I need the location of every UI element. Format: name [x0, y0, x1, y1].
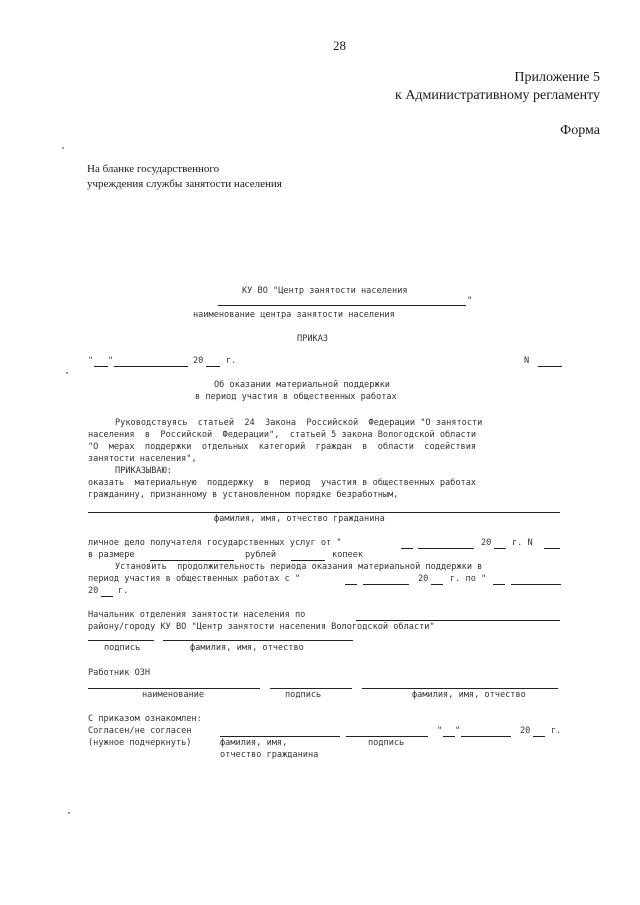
period-start-month-blank [363, 584, 409, 585]
date-day-blank [94, 366, 108, 367]
form-label: Форма [560, 123, 600, 138]
date-year: 20 [193, 356, 204, 366]
ack-year-blank [533, 736, 545, 737]
worker-fio-caption: фамилия, имя, отчество [412, 690, 526, 700]
head-fio-caption: фамилия, имя, отчество [190, 643, 304, 653]
orders-heading: ПРИКАЗЫВАЮ: [115, 466, 172, 476]
scan-speck [68, 812, 70, 814]
body-p3-line-1: Установить продолжительность периода оказания материальной поддержки в [115, 562, 483, 572]
period-end-year-blank [101, 596, 113, 597]
head-title-line-2: району/городу КУ ВО "Центр занятости населения Вологодской области" [88, 622, 435, 632]
org-caption: наименование центра занятости населения [193, 310, 395, 320]
head-signature-blank [88, 640, 154, 641]
ack-fio-caption: фамилия, имя, [220, 738, 288, 748]
case-number-blank [544, 548, 560, 549]
period-start-day-blank [345, 584, 357, 585]
period-end-month-blank [511, 584, 561, 585]
head-fio-blank [163, 640, 353, 641]
ack-agree: Согласен/не согласен [88, 726, 192, 736]
case-year: 20 [481, 538, 492, 548]
amount-kop-blank [291, 560, 325, 561]
scan-speck [62, 147, 64, 149]
amount-rub-blank [150, 560, 234, 561]
ack-underline-hint: (нужное подчеркнуть) [88, 738, 192, 748]
period-end-year: 20 [88, 586, 99, 596]
page-number: 28 [333, 38, 346, 53]
period-start-year: 20 [418, 574, 429, 584]
ack-day-blank [443, 736, 455, 737]
letterhead-line-1: На бланке государственного [87, 163, 220, 175]
ack-fio-caption-2: отчество гражданина [220, 750, 319, 760]
case-day-blank [401, 548, 413, 549]
ack-signature-caption: подпись [368, 738, 405, 748]
citizen-fio-blank [88, 512, 560, 513]
worker-signature-caption: подпись [285, 690, 322, 700]
head-signature-caption: подпись [104, 643, 141, 653]
period-start-year-blank [431, 584, 443, 585]
body-p1-line-4: занятости населения", [88, 454, 197, 464]
worker-name-caption: наименование [142, 690, 205, 700]
case-file-label: личное дело получателя государственных услуг от " [88, 538, 342, 548]
amount-kop-label: копеек [332, 550, 364, 560]
date-year-blank [206, 366, 220, 367]
org-name: КУ ВО "Центр занятости населения [242, 286, 408, 296]
ack-date-open-quote: " [437, 726, 443, 736]
body-p1-line-2: населения в Российской Федерации", статьей 5 закона Вологодской области [88, 430, 477, 440]
date-open-quote: " [88, 356, 94, 366]
citizen-fio-caption: фамилия, имя, отчество гражданина [214, 514, 385, 524]
letterhead-line-2: учреждения службы занятости населения [87, 178, 282, 190]
head-district-blank [356, 620, 560, 621]
date-month-blank [114, 366, 188, 367]
case-month-blank [418, 548, 474, 549]
period-end-day-blank [493, 584, 505, 585]
appendix-subtitle: к Административному регламенту [395, 88, 600, 103]
amount-rub-label: рублей [245, 550, 277, 560]
org-close-quote: " [467, 296, 473, 306]
ack-date-close-quote: " [455, 726, 461, 736]
ack-month-blank [461, 736, 511, 737]
period-to-label: г. по " [450, 574, 487, 584]
body-p1-line-3: "О мерах поддержки отдельных категорий граждан в области содействия [88, 442, 477, 452]
head-title-line-1: Начальник отделения занятости населения по [88, 610, 306, 620]
worker-signature-blank [270, 688, 352, 689]
ack-fio-blank [220, 736, 340, 737]
order-subject-line-2: в период участия в общественных работах [195, 392, 397, 402]
org-name-blank [218, 305, 466, 306]
period-end-suffix: г. [118, 586, 129, 596]
body-p2-line-2: гражданину, признанному в установленном порядке безработным, [88, 490, 399, 500]
order-subject-line-1: Об оказании материальной поддержки [214, 380, 390, 390]
scan-speck [66, 372, 68, 374]
date-close-quote: " [108, 356, 114, 366]
ack-year: 20 [520, 726, 531, 736]
worker-fio-blank [362, 688, 558, 689]
ack-signature-blank [346, 736, 428, 737]
date-suffix: г. [226, 356, 237, 366]
order-title: ПРИКАЗ [297, 334, 329, 344]
body-p2-line-1: оказать материальную поддержку в период участия в общественных работах [88, 478, 477, 488]
order-number-blank [538, 366, 562, 367]
case-year-blank [494, 548, 506, 549]
worker-name-blank [88, 688, 260, 689]
body-p3-line-2: период участия в общественных работах с " [88, 574, 301, 584]
ack-line-1: С приказом ознакомлен: [88, 714, 202, 724]
ack-suffix: г. [551, 726, 562, 736]
worker-label: Работник ОЗН [88, 668, 151, 678]
order-number-label: N [524, 356, 530, 366]
amount-label: в размере [88, 550, 135, 560]
appendix-title: Приложение 5 [514, 70, 600, 85]
body-p1-line-1: Руководствуясь статьей 24 Закона Российской Федерации "О занятости [115, 418, 483, 428]
case-suffix: г. N [512, 538, 533, 548]
